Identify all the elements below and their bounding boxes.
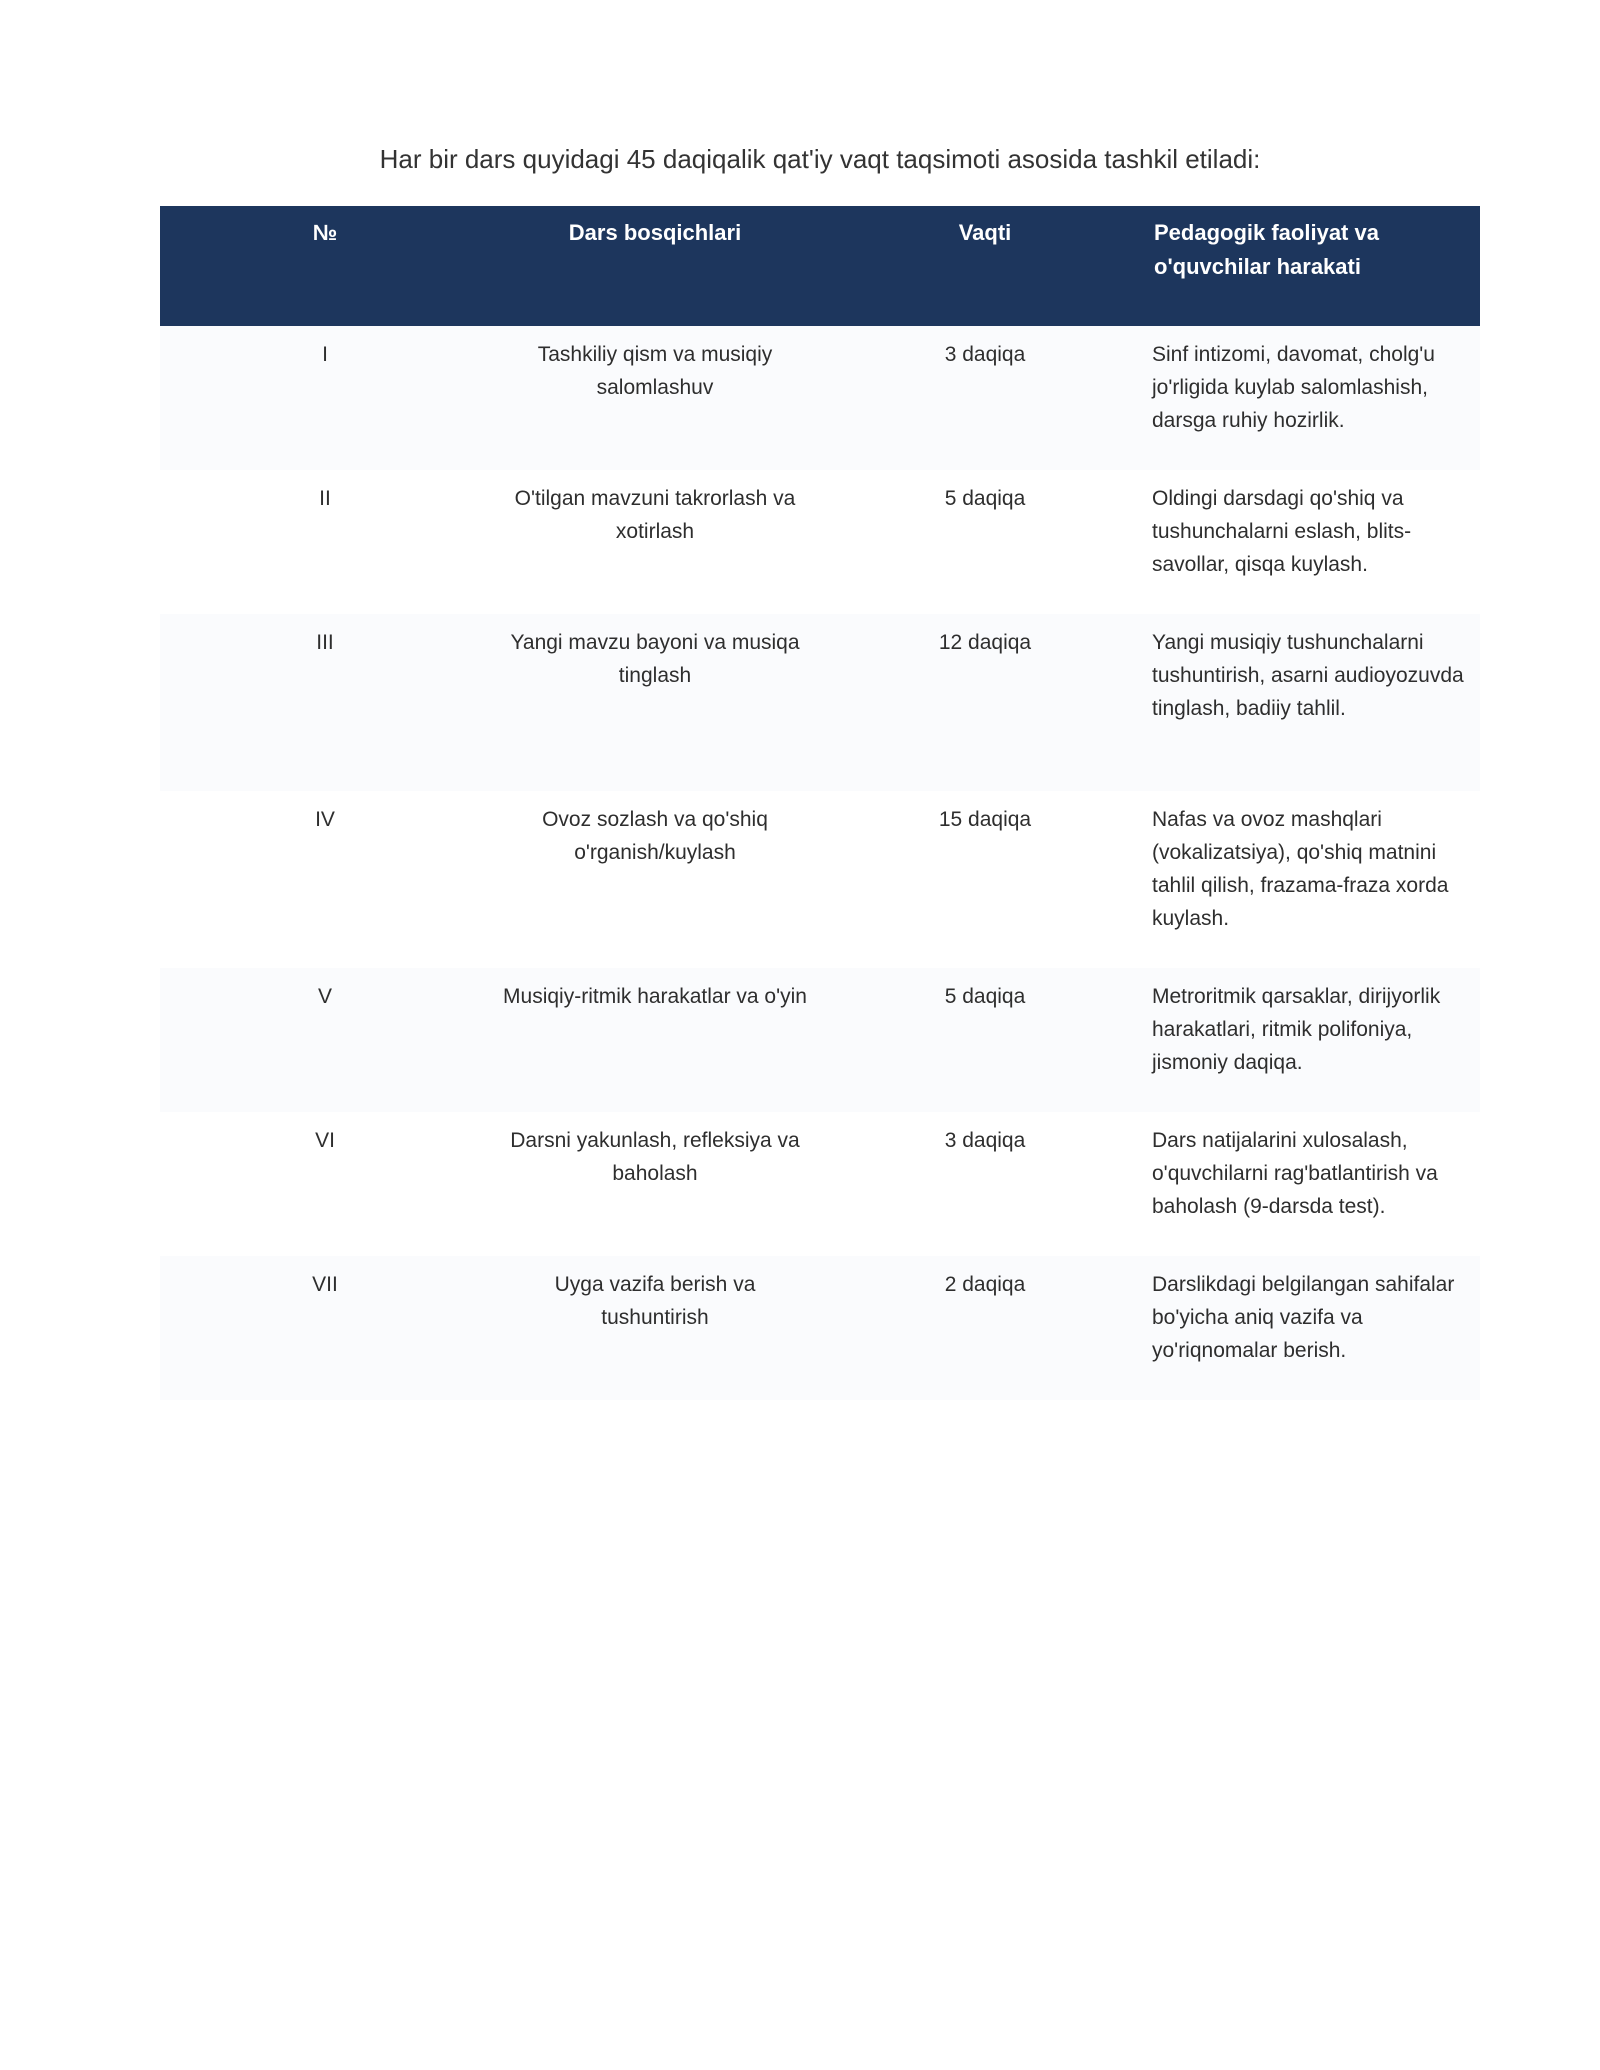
- row-num: II: [319, 487, 331, 510]
- row-num: VII: [312, 1273, 338, 1296]
- row-stage: Tashkiliy qism va musiqiy salomlashuv: [537, 343, 773, 399]
- header-stage: Dars bosqichlari: [568, 220, 742, 245]
- row-num: I: [322, 343, 328, 366]
- row-stage: Uyga vazifa berish va tushuntirish: [554, 1273, 756, 1329]
- row-time: 5 daqiqa: [944, 487, 1026, 510]
- header-activity: Pedagogik faoliyat va o'quvchilar harakati: [1154, 220, 1379, 279]
- row-activity: Metroritmik qarsaklar, dirijyorlik harakatlari, ritmik polifoniya, jismoniy daqiqa.: [1152, 985, 1441, 1074]
- intro-text: Har bir dars quyidagi 45 daqiqalik qat'iy vaqt taqsimoti asosida tashkil etiladi:: [379, 144, 1261, 174]
- row-stage: Ovoz sozlash va qo'shiq o'rganish/kuylash: [542, 808, 768, 864]
- header-time: Vaqti: [958, 220, 1012, 245]
- row-time: 5 daqiqa: [944, 985, 1026, 1008]
- table-row: [160, 968, 1480, 1112]
- table-header: [160, 206, 1480, 326]
- row-num: III: [316, 631, 334, 654]
- row-activity: Darslikdagi belgilangan sahifalar bo'yicha aniq vazifa va yo'riqnomalar berish.: [1152, 1273, 1455, 1362]
- row-time: 2 daqiqa: [944, 1273, 1026, 1296]
- header-num: №: [312, 220, 338, 245]
- row-activity: Nafas va ovoz mashqlari (vokalizatsiya), qo'shiq matnini tahlil qilish, frazama-fraza xorda kuylash.: [1152, 808, 1449, 930]
- table-row: [160, 1256, 1480, 1400]
- table-row: [160, 1112, 1480, 1256]
- row-activity: Sinf intizomi, davomat, cholg'u jo'rligida kuylab salomlashish, darsga ruhiy hozirlik.: [1152, 343, 1435, 432]
- table-row: [160, 326, 1480, 470]
- row-time: 3 daqiqa: [944, 343, 1026, 366]
- row-num: V: [317, 985, 332, 1008]
- row-stage: O'tilgan mavzuni takrorlash va xotirlash: [514, 487, 796, 543]
- row-activity: Oldingi darsdagi qo'shiq va tushunchalarni eslash, blits-savollar, qisqa kuylash.: [1152, 487, 1412, 576]
- row-stage: Musiqiy-ritmik harakatlar va o'yin: [503, 985, 807, 1008]
- row-activity: Yangi musiqiy tushunchalarni tushuntirish, asarni audioyozuvda tinglash, badiiy tahlil.: [1152, 631, 1464, 720]
- table-row: [160, 791, 1480, 968]
- row-num: VI: [315, 1129, 335, 1152]
- row-time: 3 daqiqa: [944, 1129, 1026, 1152]
- lesson-schedule-table: [160, 206, 1480, 1400]
- row-time: 12 daqiqa: [938, 631, 1032, 654]
- row-num: IV: [315, 808, 335, 831]
- row-stage: Darsni yakunlash, refleksiya va baholash: [510, 1129, 800, 1185]
- row-activity: Dars natijalarini xulosalash, o'quvchilarni rag'batlantirish va baholash (9-darsda test).: [1152, 1129, 1438, 1218]
- row-time: 15 daqiqa: [938, 808, 1032, 831]
- row-stage: Yangi mavzu bayoni va musiqa tinglash: [510, 631, 800, 687]
- table-row: [160, 470, 1480, 614]
- table-row: [160, 614, 1480, 791]
